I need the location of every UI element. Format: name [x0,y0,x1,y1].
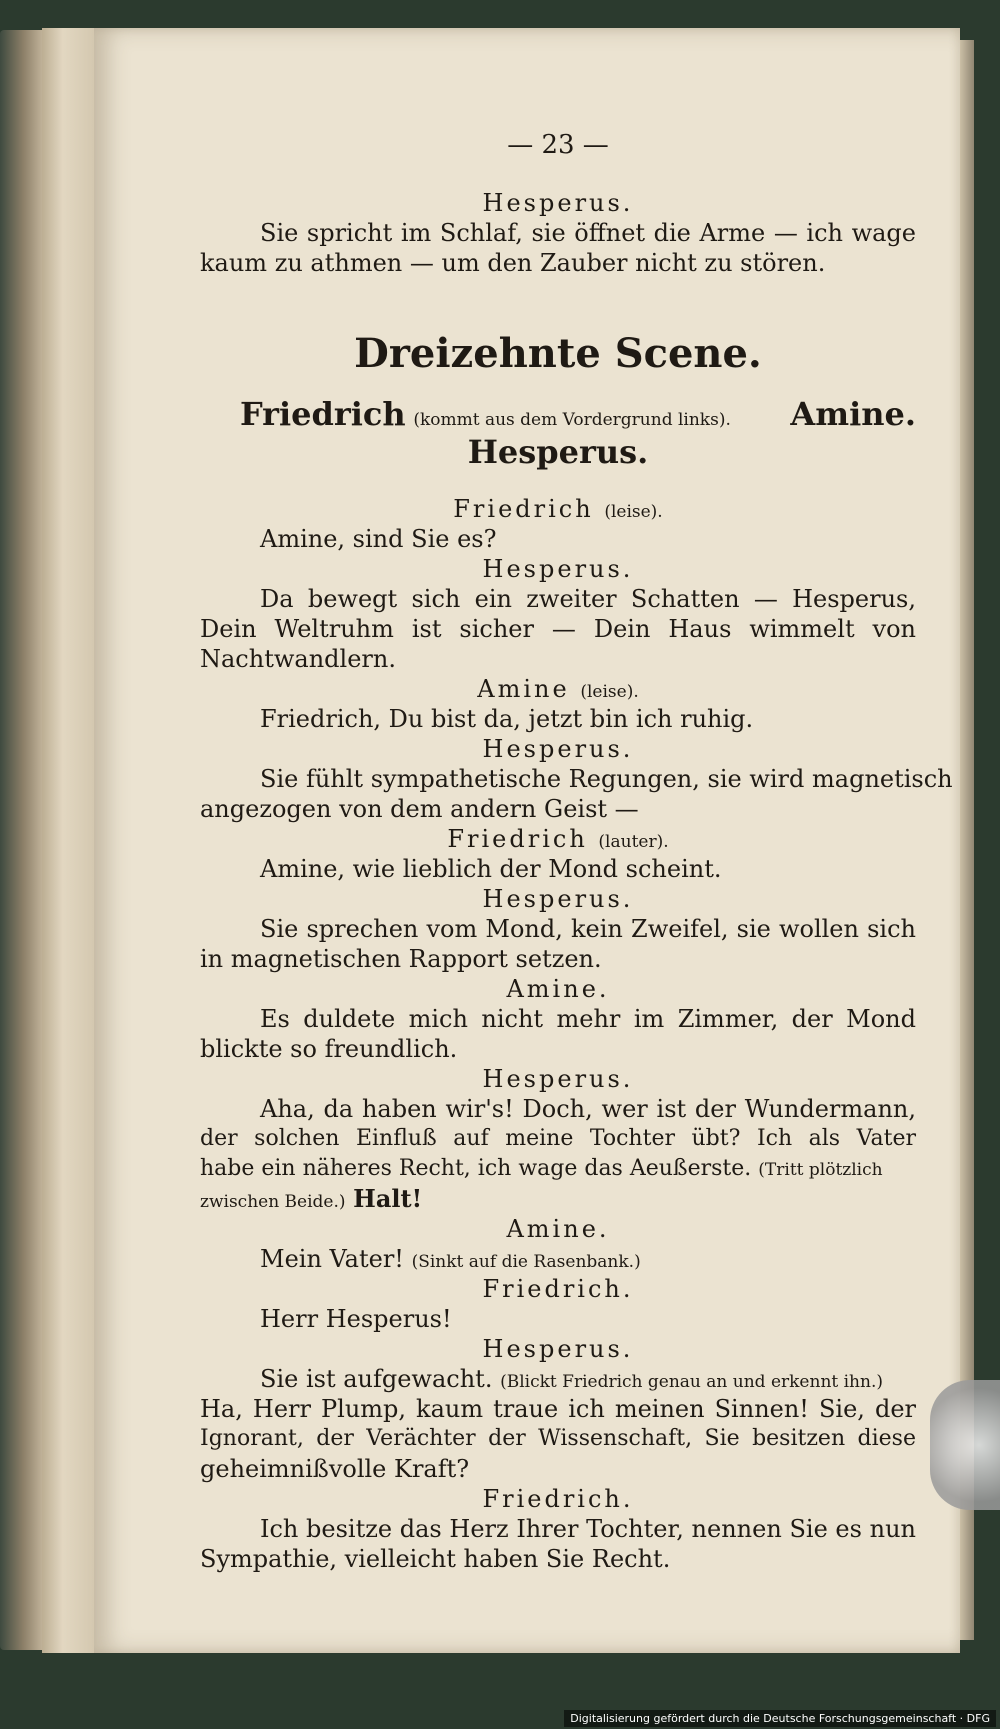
speaker-line: Hesperus. [482,1335,634,1363]
text-line: Aha, da haben wir's! Doch, wer ist der Wundermann, [260,1095,916,1123]
text-line: Sie ist aufgewacht. (Blickt Friedrich genau an und erkennt ihn.) [260,1365,883,1393]
book-cover-edge [0,30,42,1650]
text-line: Amine, wie lieblich der Mond scheint. [260,855,722,883]
text-line: Dein Weltruhm ist sicher — Dein Haus wimmelt von [200,615,916,643]
speaker-line: Hesperus. [482,555,634,583]
speaker-line: Friedrich. [482,1275,634,1303]
text-line: der solchen Einfluß auf meine Tochter übt? Ich als Vater [200,1126,916,1151]
text-line: Ha, Herr Plump, kaum traue ich meinen Sinnen! Sie, der [200,1395,916,1423]
page-number: — 23 — [507,130,609,160]
text-line: Ignorant, der Verächter der Wissenschaft, Sie besitzen diese [200,1426,916,1451]
speaker-line: Hesperus. [482,189,634,217]
text-line: blickte so freundlich. [200,1035,458,1063]
text-line: zwischen Beide.) Halt! [200,1184,423,1213]
speaker-line: Amine. [506,1215,610,1243]
text-line: Sie fühlt sympathetische Regungen, sie wird magnetisch [260,765,953,793]
text-line: Es duldete mich nicht mehr im Zimmer, der Mond [260,1005,916,1033]
speaker-line: Friedrich (lauter). [447,825,669,853]
cast-name: Friedrich [240,395,406,433]
speaker-line: Hesperus. [482,885,634,913]
text-line: Sie spricht im Schlaf, sie öffnet die Arme — ich wage [260,219,916,247]
text-line: Friedrich, Du bist da, jetzt bin ich ruhig. [260,705,754,733]
text-line: geheimnißvolle Kraft? [200,1455,470,1483]
text-line: in magnetischen Rapport setzen. [200,945,602,973]
text-line: Ich besitze das Herz Ihrer Tochter, nennen Sie es nun [260,1515,916,1543]
text-line: angezogen von dem andern Geist — [200,795,639,823]
digitization-footer: Digitalisierung gefördert durch die Deutsche Forschungsgemeinschaft · DFG [564,1710,996,1727]
speaker-line: Friedrich. [482,1485,634,1513]
speaker-line: Friedrich (leise). [453,495,663,523]
speaker-line: Hesperus. [482,735,634,763]
text-line: Herr Hesperus! [260,1305,452,1333]
text-line: Amine, sind Sie es? [260,525,497,553]
stage-direction: (kommt aus dem Vordergrund links). [413,410,731,430]
cast-name: Amine. [790,395,916,433]
text-line: Sympathie, vielleicht haben Sie Recht. [200,1545,671,1573]
book-page [94,28,960,1653]
text-line: Mein Vater! (Sinkt auf die Rasenbank.) [260,1245,641,1273]
speaker-line: Amine. [506,975,610,1003]
book-gutter [42,28,94,1653]
scene-title: Dreizehnte Scene. [354,330,762,377]
text-line: Sie sprechen vom Mond, kein Zweifel, sie wollen sich [260,915,916,943]
text-line: Nachtwandlern. [200,645,396,673]
speaker-line: Hesperus. [482,1065,634,1093]
text-line: Da bewegt sich ein zweiter Schatten — Hesperus, [260,585,916,613]
page-clip [930,1380,1000,1510]
cast-name: Hesperus. [467,433,649,471]
text-line: kaum zu athmen — um den Zauber nicht zu stören. [200,249,826,277]
speaker-line: Amine (leise). [477,675,639,703]
text-line: habe ein näheres Recht, ich wage das Aeußerste. (Tritt plötzlich [200,1156,883,1181]
